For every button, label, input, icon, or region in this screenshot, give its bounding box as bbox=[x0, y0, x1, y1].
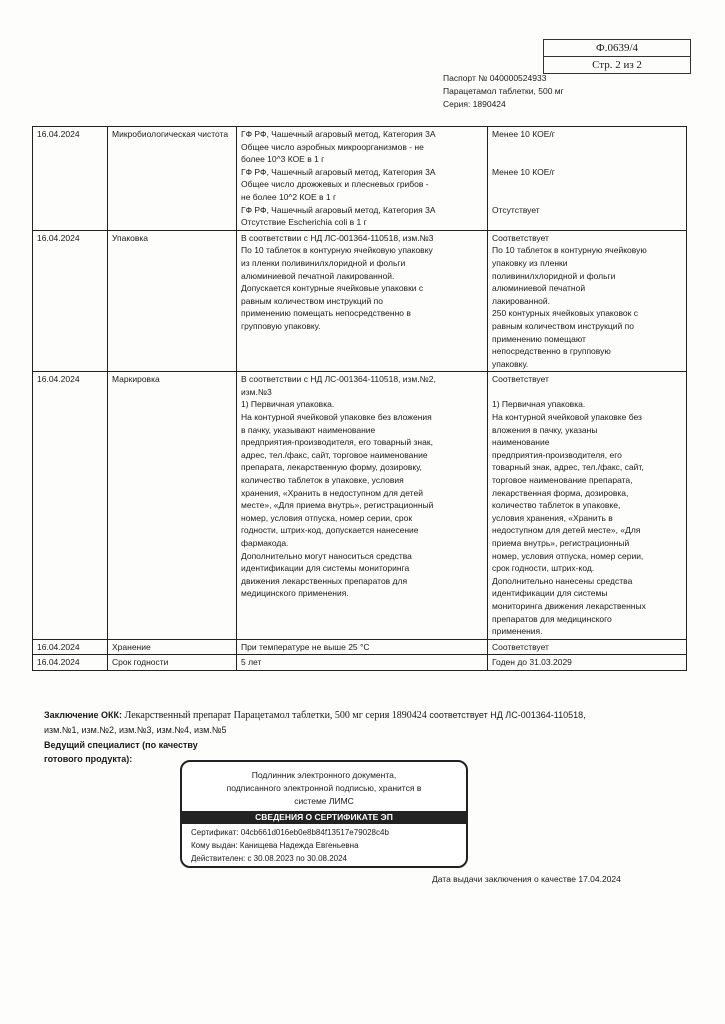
result-line: упаковку из пленки bbox=[492, 257, 568, 268]
row-date: 16.04.2024 bbox=[33, 230, 108, 372]
requirement-line: годности, штрих-код, допускается нанесение bbox=[241, 525, 419, 536]
stamp-valid: Действителен: с 30.08.2023 по 30.08.2024 bbox=[191, 854, 347, 863]
requirement-line: равным количеством инструкций по bbox=[241, 295, 383, 306]
requirement-line: При температуре не выше 25 °С bbox=[241, 641, 370, 652]
conclusion-tail: соответствует НД ЛС-001364-110518, bbox=[429, 710, 586, 720]
result-line bbox=[492, 386, 682, 399]
requirement-line: В соответствии с НД ЛС-001364-110518, изм.№3 bbox=[241, 232, 434, 243]
requirement-line: более 10^3 КОЕ в 1 г bbox=[241, 154, 325, 165]
result-line: срок годности, штрих-код. bbox=[492, 563, 595, 574]
requirement-line: Общее число аэробных микроорганизмов - не bbox=[241, 141, 424, 152]
requirement-line: групповую упаковку. bbox=[241, 320, 321, 331]
row-requirement bbox=[237, 127, 488, 231]
result-line bbox=[492, 141, 682, 154]
requirement-line: из пленки поливинилхлоридной и фольги bbox=[241, 257, 406, 268]
specialist-line1: Ведущий специалист (по качеству bbox=[44, 740, 198, 750]
result-line bbox=[492, 216, 682, 229]
result-line: Менее 10 КОЕ/г bbox=[492, 166, 555, 177]
requirement-line: изм.№3 bbox=[241, 386, 272, 397]
conclusion-label: Заключение ОКК: bbox=[44, 710, 123, 720]
row-date: 16.04.2024 bbox=[33, 127, 108, 231]
result-line: Менее 10 КОЕ/г bbox=[492, 129, 555, 139]
requirement-line: не более 10^2 КОЕ в 1 г bbox=[241, 191, 337, 202]
requirement-line: алюминиевой печатной лакированной. bbox=[241, 270, 395, 281]
result-line: вложения в пачку, указаны bbox=[492, 424, 598, 435]
requirement-line: Дополнительно могут наноситься средства bbox=[241, 550, 412, 561]
result-line: Дополнительно нанесены средства bbox=[492, 575, 633, 586]
result-line: упаковку. bbox=[492, 358, 529, 369]
requirement-line: Допускается контурные ячейковые упаковки с bbox=[241, 283, 424, 294]
row-date: 16.04.2024 bbox=[33, 655, 108, 671]
table-row bbox=[33, 372, 687, 639]
stamp-cert: Сертификат: 04cb661d016eb0e8b84f13517e79028c4b bbox=[191, 828, 389, 837]
row-requirement bbox=[237, 372, 488, 639]
result-line: приема внутрь», регистрационный bbox=[492, 538, 630, 548]
row-name: Упаковка bbox=[108, 230, 237, 372]
result-line: На контурной ячейковой упаковке без bbox=[492, 412, 642, 423]
requirement-line: В соответствии с НД ЛС-001364-110518, изм.№2, bbox=[241, 374, 436, 385]
result-line: Соответствует bbox=[492, 374, 549, 385]
result-line: товарный знак, адрес, тел./факс, сайт, bbox=[492, 462, 644, 473]
row-date: 16.04.2024 bbox=[33, 639, 108, 655]
form-code-box bbox=[543, 39, 691, 74]
result-line: торговое наименование препарата, bbox=[492, 475, 633, 486]
requirement-line: ГФ РФ, Чашечный агаровый метод, Категория 3А bbox=[241, 129, 436, 139]
result-line: лакированной. bbox=[492, 295, 550, 306]
requirement-line: По 10 таблеток в контурную ячейковую упаковку bbox=[241, 245, 433, 256]
row-name: Срок годности bbox=[108, 655, 237, 671]
requirement-line: номер, условия отпуска, номер серии, срок bbox=[241, 512, 413, 523]
row-result bbox=[488, 230, 687, 372]
requirement-line: количество таблеток в упаковке, условия bbox=[241, 475, 404, 486]
stamp-line3: системе ЛИМС bbox=[294, 796, 354, 806]
row-date: 16.04.2024 bbox=[33, 372, 108, 639]
result-line: 250 контурных ячейковых упаковок с bbox=[492, 308, 638, 319]
page-number: Стр. 2 из 2 bbox=[544, 56, 690, 73]
row-result bbox=[488, 639, 687, 655]
result-line: поливинилхлоридной и фольги bbox=[492, 270, 616, 281]
requirement-line: 5 лет bbox=[241, 657, 262, 668]
row-result bbox=[488, 655, 687, 671]
result-line: мониторинга движения лекарственных bbox=[492, 600, 646, 611]
row-result bbox=[488, 127, 687, 231]
requirement-line: препарата, лекарственную форму, дозировку, bbox=[241, 462, 422, 473]
issue-date: Дата выдачи заключения о качестве 17.04.2024 bbox=[432, 874, 621, 884]
requirement-line: идентификации для системы мониторинга bbox=[241, 563, 410, 574]
requirement-line: Отсутствие Escherichia coli в 1 г bbox=[241, 217, 367, 228]
result-line: алюминиевой печатной bbox=[492, 283, 586, 294]
requirement-line: хранения, «Хранить в недоступном для детей bbox=[241, 487, 423, 498]
result-line: идентификации для системы bbox=[492, 588, 608, 599]
result-line: лекарственная форма, дозировка, bbox=[492, 487, 629, 498]
row-name: Хранение bbox=[108, 639, 237, 655]
stamp-line1: Подлинник электронного документа, bbox=[251, 770, 397, 780]
requirement-line: Общее число дрожжевых и плесневых грибов - bbox=[241, 179, 429, 190]
form-code: Ф.0639/4 bbox=[596, 42, 638, 54]
result-line: 1) Первичная упаковка. bbox=[492, 399, 586, 410]
passport-series: Серия: 1890424 bbox=[443, 99, 506, 109]
row-requirement bbox=[237, 655, 488, 671]
quality-table bbox=[32, 126, 687, 671]
requirement-line: ГФ РФ, Чашечный агаровый метод, Категория 3А bbox=[241, 166, 436, 177]
row-requirement bbox=[237, 639, 488, 655]
result-line: применения. bbox=[492, 626, 543, 637]
stamp-owner: Кому выдан: Канищева Надежда Евгеньевна bbox=[191, 841, 359, 850]
e-signature-stamp bbox=[180, 760, 468, 868]
result-line: номер, условия отпуска, номер серии, bbox=[492, 550, 644, 561]
requirement-line: медицинского применения. bbox=[241, 588, 349, 599]
result-line: непосредственно в групповую bbox=[492, 346, 611, 357]
conclusion-line2: изм.№1, изм.№2, изм.№3, изм.№4, изм.№5 bbox=[44, 725, 227, 735]
requirement-line: предприятия-производителя, его товарный знак, bbox=[241, 437, 433, 448]
result-line bbox=[492, 191, 682, 204]
result-line: Годен до 31.03.2029 bbox=[492, 657, 572, 668]
result-line: условия хранения, «Хранить в bbox=[492, 512, 613, 523]
result-line: количество таблеток в упаковке, bbox=[492, 500, 621, 511]
passport-header bbox=[443, 72, 564, 111]
row-requirement bbox=[237, 230, 488, 372]
result-line: препаратов для медицинского bbox=[492, 613, 612, 624]
result-line: Отсутствует bbox=[492, 204, 540, 215]
table-row bbox=[33, 230, 687, 372]
requirement-line: адрес, тел./факс, сайт, торговое наименование bbox=[241, 449, 428, 460]
result-line: предприятия-производителя, его bbox=[492, 449, 622, 460]
requirement-line: в пачку, указывают наименование bbox=[241, 424, 376, 435]
passport-number: Паспорт № 040000524933 bbox=[443, 73, 547, 83]
row-name: Маркировка bbox=[108, 372, 237, 639]
stamp-bar: СВЕДЕНИЯ О СЕРТИФИКАТЕ ЭП bbox=[182, 811, 466, 824]
row-result bbox=[488, 372, 687, 639]
table-row bbox=[33, 639, 687, 655]
requirement-line: На контурной ячейковой упаковке без вложения bbox=[241, 412, 432, 423]
requirement-line: движения лекарственных препаратов для bbox=[241, 575, 408, 586]
requirement-line: фармакода. bbox=[241, 538, 289, 548]
result-line: По 10 таблеток в контурную ячейковую bbox=[492, 245, 647, 256]
row-name: Микробиологическая чистота bbox=[108, 127, 237, 231]
stamp-line2: подписанного электронной подписью, хранится в bbox=[226, 783, 422, 793]
table-row bbox=[33, 655, 687, 671]
requirement-line: применению помещать непосредственно в bbox=[241, 308, 411, 319]
passport-product: Парацетамол таблетки, 500 мг bbox=[443, 86, 564, 96]
specialist-label bbox=[44, 738, 198, 766]
result-line: равным количеством инструкций по bbox=[492, 320, 634, 331]
result-line: Соответствует bbox=[492, 641, 549, 652]
requirement-line: месте», «Для приема внутрь», регистрационный bbox=[241, 500, 434, 511]
requirement-line: ГФ РФ, Чашечный агаровый метод, Категория 3А bbox=[241, 204, 436, 215]
conclusion bbox=[44, 708, 644, 737]
result-line: Соответствует bbox=[492, 232, 549, 243]
requirement-line: 1) Первичная упаковка. bbox=[241, 399, 335, 410]
table-row bbox=[33, 127, 687, 231]
result-line: недоступном для детей месте», «Для bbox=[492, 525, 641, 536]
specialist-line2: готового продукта): bbox=[44, 754, 133, 764]
result-line: наименование bbox=[492, 437, 550, 448]
conclusion-text: Лекарственный препарат Парацетамол таблетки, 500 мг серия 1890424 bbox=[124, 710, 427, 721]
result-line bbox=[492, 178, 682, 191]
result-line bbox=[492, 153, 682, 166]
result-line: применению помещают bbox=[492, 333, 586, 344]
